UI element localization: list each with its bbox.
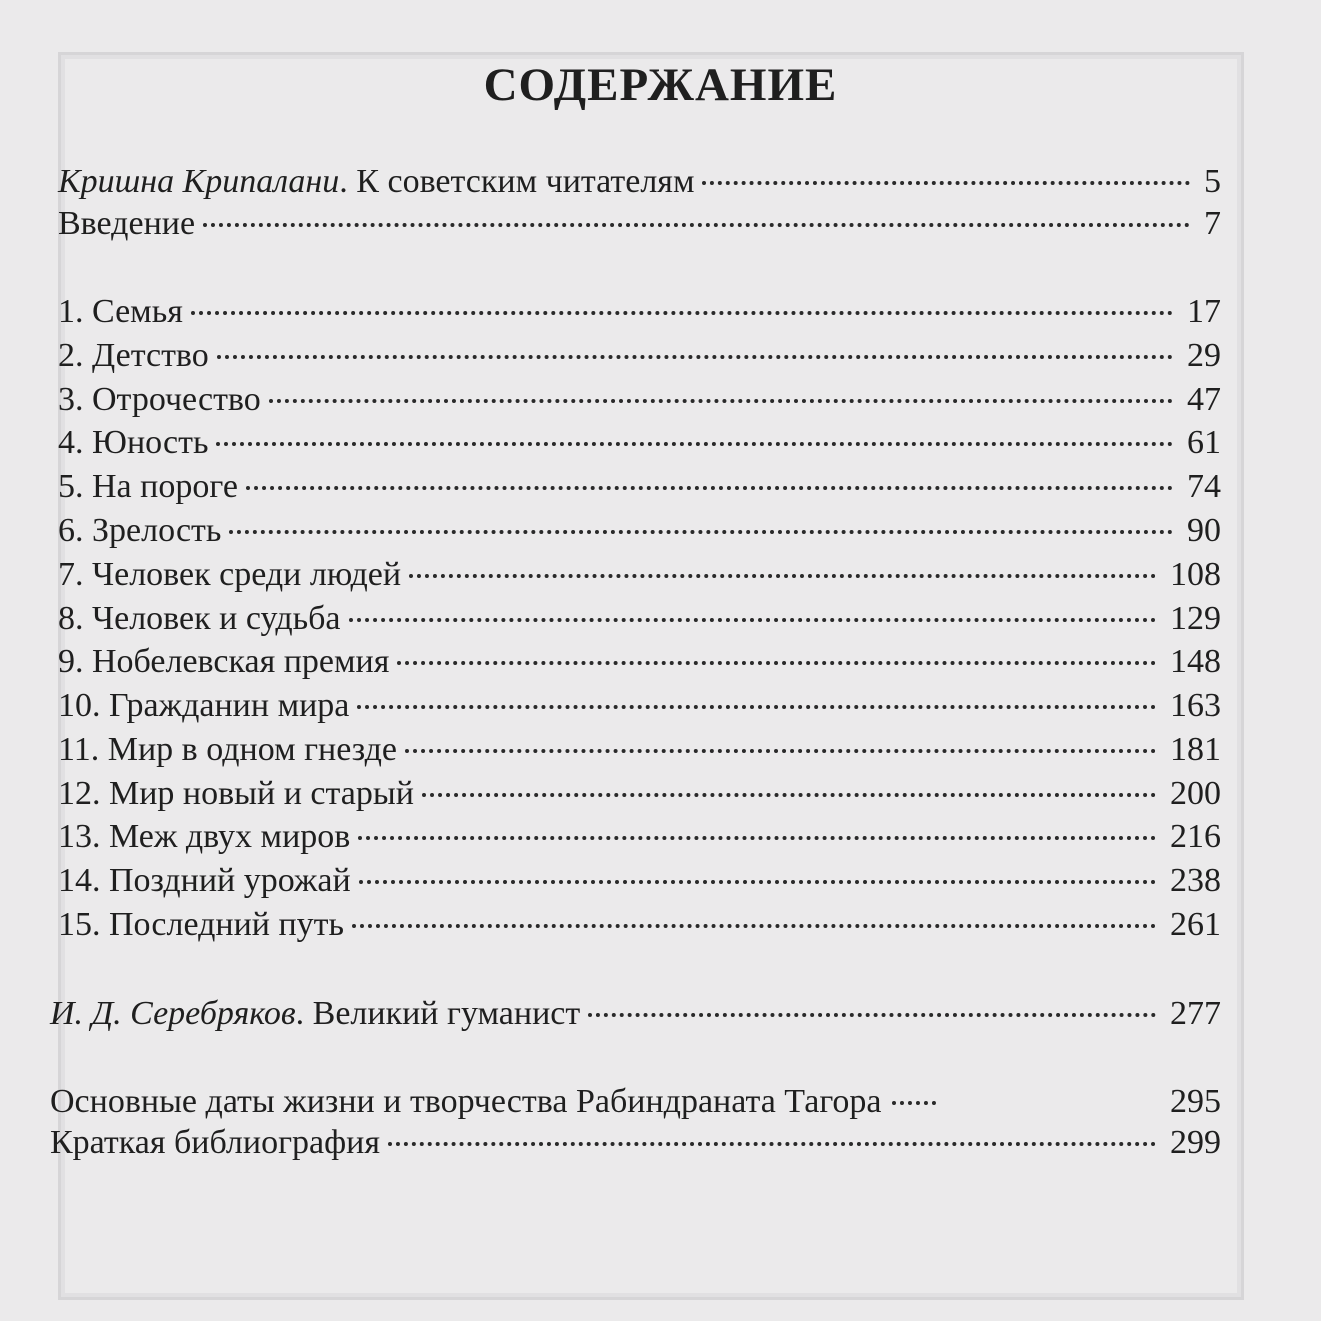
toc-entry-author: И. Д. Серебряков bbox=[50, 995, 296, 1032]
dot-leader bbox=[357, 705, 1156, 709]
toc-entry-chapter-14[interactable] bbox=[58, 859, 1221, 903]
toc-page-number: 108 bbox=[1170, 556, 1221, 593]
toc-page-number: 74 bbox=[1187, 468, 1221, 505]
toc-entry-title: 14. Поздний урожай bbox=[58, 862, 351, 899]
toc-entry-chronology[interactable] bbox=[50, 1080, 1221, 1124]
toc-page-number: 90 bbox=[1187, 512, 1221, 549]
toc-entry-title: 2. Детство bbox=[58, 337, 209, 374]
toc-page-number: 200 bbox=[1170, 775, 1221, 812]
toc-page-number: 7 bbox=[1204, 205, 1221, 242]
dot-leader bbox=[422, 793, 1156, 797]
toc-entry-afterword[interactable] bbox=[50, 992, 1221, 1036]
toc-entry-chapter-3[interactable] bbox=[58, 378, 1221, 422]
dot-leader bbox=[203, 223, 1190, 227]
dot-leader bbox=[388, 1142, 1156, 1146]
dot-leader bbox=[217, 355, 1173, 359]
toc-entry-label bbox=[50, 992, 580, 1036]
dot-leader bbox=[409, 574, 1156, 578]
toc-entry-chapter-7[interactable] bbox=[58, 553, 1221, 597]
toc-entry-chapter-2[interactable] bbox=[58, 334, 1221, 378]
toc-page-number: 17 bbox=[1187, 293, 1221, 330]
toc-entry-chapter-8[interactable] bbox=[58, 597, 1221, 641]
toc-entry-chapter-15[interactable] bbox=[58, 903, 1221, 947]
toc-entry-title: 15. Последний путь bbox=[58, 906, 345, 943]
toc-entry-bibliography[interactable] bbox=[50, 1121, 1221, 1165]
dot-leader bbox=[229, 530, 1173, 534]
toc-page-number: 277 bbox=[1170, 995, 1221, 1032]
toc-page-number: 299 bbox=[1170, 1124, 1221, 1161]
toc-entry-chapter-11[interactable] bbox=[58, 728, 1221, 772]
toc-entry-chapter-9[interactable] bbox=[58, 640, 1221, 684]
dot-leader bbox=[191, 311, 1173, 315]
toc-entry-title: 11. Мир в одном гнезде bbox=[58, 731, 397, 768]
toc-entry-title: Основные даты жизни и творчества Рабиндраната Тагора bbox=[50, 1083, 882, 1120]
toc-entry-label bbox=[58, 160, 694, 204]
dot-leader bbox=[588, 1013, 1156, 1017]
dot-leader bbox=[216, 442, 1173, 446]
toc-page-number: 261 bbox=[1170, 906, 1221, 943]
dot-leader bbox=[246, 486, 1173, 490]
dot-leader bbox=[405, 749, 1156, 753]
toc-entry-title: 12. Мир новый и старый bbox=[58, 775, 414, 812]
toc-page-number: 238 bbox=[1170, 862, 1221, 899]
toc-entry-title: 10. Гражданин мира bbox=[58, 687, 350, 724]
toc-entry-chapter-6[interactable] bbox=[58, 509, 1221, 553]
dot-leader bbox=[702, 181, 1190, 185]
toc-entry-chapter-5[interactable] bbox=[58, 465, 1221, 509]
toc-page-number: 5 bbox=[1204, 163, 1221, 200]
toc-entry-introduction[interactable] bbox=[58, 202, 1221, 246]
toc-entry-title: 6. Зрелость bbox=[58, 512, 222, 549]
dot-leader bbox=[892, 1101, 936, 1105]
toc-entry-title: 4. Юность bbox=[58, 424, 209, 461]
toc-entry-chapter-10[interactable] bbox=[58, 684, 1221, 728]
toc-entry-author: Кришна Крипалани bbox=[58, 163, 340, 200]
toc-entry-title: 13. Меж двух миров bbox=[58, 818, 351, 855]
dot-leader bbox=[397, 661, 1156, 665]
toc-entry-title: 1. Семья bbox=[58, 293, 183, 330]
toc-page-number: 295 bbox=[1170, 1083, 1221, 1120]
dot-leader bbox=[359, 880, 1156, 884]
toc-page-number: 29 bbox=[1187, 337, 1221, 374]
toc-entry-title: Краткая библиография bbox=[50, 1124, 380, 1161]
toc-entry-title: 7. Человек среди людей bbox=[58, 556, 402, 593]
toc-page-number: 47 bbox=[1187, 381, 1221, 418]
toc-entry-chapter-12[interactable] bbox=[58, 772, 1221, 816]
toc-page-number: 181 bbox=[1170, 731, 1221, 768]
dot-leader bbox=[352, 924, 1156, 928]
toc-entry-chapter-1[interactable] bbox=[58, 290, 1221, 334]
toc-entry-title: . Великий гуманист bbox=[295, 995, 581, 1032]
toc-entry-title: 9. Нобелевская премия bbox=[58, 643, 390, 680]
toc-page-number: 163 bbox=[1170, 687, 1221, 724]
toc-entry-title: Введение bbox=[58, 205, 196, 242]
toc-page-number: 129 bbox=[1170, 600, 1221, 637]
toc-entry-chapter-13[interactable] bbox=[58, 815, 1221, 859]
dot-leader bbox=[358, 836, 1156, 840]
toc-page-number: 148 bbox=[1170, 643, 1221, 680]
toc-page-number: 216 bbox=[1170, 818, 1221, 855]
dot-leader bbox=[269, 399, 1173, 403]
page-title: СОДЕРЖАНИЕ bbox=[483, 59, 838, 111]
toc-entry-chapter-4[interactable] bbox=[58, 421, 1221, 465]
toc-page-number: 61 bbox=[1187, 424, 1221, 461]
toc-entry-title: . К советским читателям bbox=[339, 163, 695, 200]
toc-entry-title: 5. На пороге bbox=[58, 468, 238, 505]
dot-leader bbox=[349, 618, 1156, 622]
toc-entry-title: 8. Человек и судьба bbox=[58, 600, 341, 637]
toc-entry-title: 3. Отрочество bbox=[58, 381, 261, 418]
toc-entry-foreword[interactable] bbox=[58, 160, 1221, 204]
